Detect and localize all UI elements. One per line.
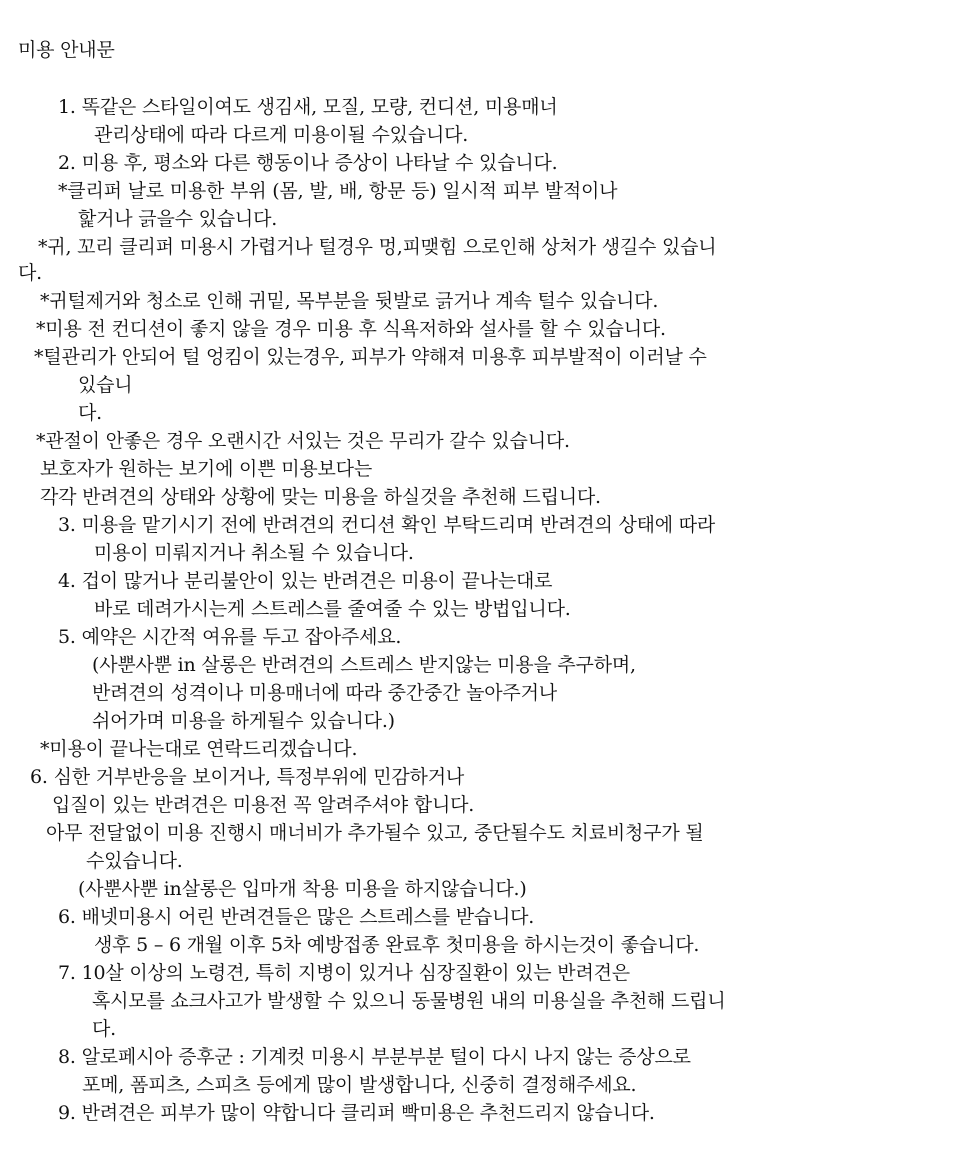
notice-line: 다. bbox=[78, 402, 102, 424]
notice-line: 1. 똑같은 스타일이여도 생김새, 모질, 모량, 컨디션, 미용매너 bbox=[58, 96, 558, 118]
notice-line: 생후 5 – 6 개월 이후 5차 예방접종 완료후 첫미용을 하시는것이 좋습니다. bbox=[94, 934, 700, 956]
notice-line: 다. bbox=[18, 262, 42, 284]
notice-line: 미용이 미뤄지거나 취소될 수 있습니다. bbox=[94, 542, 414, 564]
notice-line: 포메, 폼피츠, 스피츠 등에게 많이 발생합니다, 신중히 결정해주세요. bbox=[82, 1074, 637, 1096]
notice-line: 있습니 bbox=[78, 374, 133, 396]
notice-line: 보호자가 원하는 보기에 이쁜 미용보다는 bbox=[40, 458, 372, 480]
notice-line: *미용 전 컨디션이 좋지 않을 경우 미용 후 식욕저하와 설사를 할 수 있습니다. bbox=[36, 318, 666, 340]
notice-line: 각각 반려견의 상태와 상황에 맞는 미용을 하실것을 추천해 드립니다. bbox=[40, 486, 601, 508]
notice-line: 5. 예약은 시간적 여유를 두고 잡아주세요. bbox=[58, 626, 402, 648]
notice-line: 핥거나 긁을수 있습니다. bbox=[78, 208, 278, 230]
notice-line: 4. 겁이 많거나 분리불안이 있는 반려견은 미용이 끝나는대로 bbox=[58, 570, 553, 592]
notice-line: 9. 반려견은 피부가 많이 약합니다 클리퍼 빡미용은 추천드리지 않습니다. bbox=[58, 1102, 655, 1124]
notice-line: *귀털제거와 청소로 인해 귀밑, 목부분을 뒷발로 긁거나 계속 털수 있습니다. bbox=[40, 290, 659, 312]
notice-line: 2. 미용 후, 평소와 다른 행동이나 증상이 나타날 수 있습니다. bbox=[58, 152, 558, 174]
notice-line: 반려견의 성격이나 미용매너에 따라 중간중간 놀아주거나 bbox=[92, 682, 557, 704]
notice-line: 8. 알로페시아 증후군 : 기계컷 미용시 부분부분 털이 다시 나지 않는 증상으로 bbox=[58, 1046, 691, 1068]
notice-line: 6. 심한 거부반응을 보이거나, 특정부위에 민감하거나 bbox=[30, 766, 465, 788]
notice-line: 쉬어가며 미용을 하게될수 있습니다.) bbox=[92, 710, 395, 732]
notice-line: *미용이 끝나는대로 연락드리겠습니다. bbox=[40, 738, 358, 760]
notice-line: (사뿐사뿐 in살롱은 입마개 착용 미용을 하지않습니다.) bbox=[78, 878, 527, 900]
notice-line: 아무 전달없이 미용 진행시 매너비가 추가될수 있고, 중단될수도 치료비청구가 될 bbox=[46, 822, 704, 844]
notice-line: 혹시모를 쇼크사고가 발생할 수 있으니 동물병원 내의 미용실을 추천해 드립니 bbox=[92, 990, 726, 1012]
notice-line: *귀, 꼬리 클리퍼 미용시 가렵거나 털경우 멍,피맺힘 으로인해 상처가 생길수 있습니 bbox=[38, 236, 717, 258]
notice-line: (사뿐사뿐 in 살롱은 반려견의 스트레스 받지않는 미용을 추구하며, bbox=[92, 654, 636, 676]
notice-line: 3. 미용을 맡기시기 전에 반려견의 컨디션 확인 부탁드리며 반려견의 상태에 따라 bbox=[58, 514, 716, 536]
notice-line: 다. bbox=[92, 1018, 116, 1040]
notice-line: 입질이 있는 반려견은 미용전 꼭 알려주셔야 합니다. bbox=[52, 794, 475, 816]
notice-line: 7. 10살 이상의 노령견, 특히 지병이 있거나 심장질환이 있는 반려견은 bbox=[58, 962, 630, 984]
notice-line: *털관리가 안되어 털 엉킴이 있는경우, 피부가 약해져 미용후 피부발적이 이러날 수 bbox=[34, 346, 707, 368]
notice-line: 관리상태에 따라 다르게 미용이될 수있습니다. bbox=[94, 124, 469, 146]
notice-line: 6. 배넷미용시 어린 반려견들은 많은 스트레스를 받습니다. bbox=[58, 906, 535, 928]
notice-line: *클리퍼 날로 미용한 부위 (몸, 발, 배, 항문 등) 일시적 피부 발적이나 bbox=[58, 180, 618, 202]
notice-line: 바로 데려가시는게 스트레스를 줄여줄 수 있는 방법입니다. bbox=[94, 598, 571, 620]
notice-line: 수있습니다. bbox=[86, 850, 183, 872]
notice-line: *관절이 안좋은 경우 오랜시간 서있는 것은 무리가 갈수 있습니다. bbox=[36, 430, 570, 452]
document-title: 미용 안내문 bbox=[18, 39, 115, 61]
